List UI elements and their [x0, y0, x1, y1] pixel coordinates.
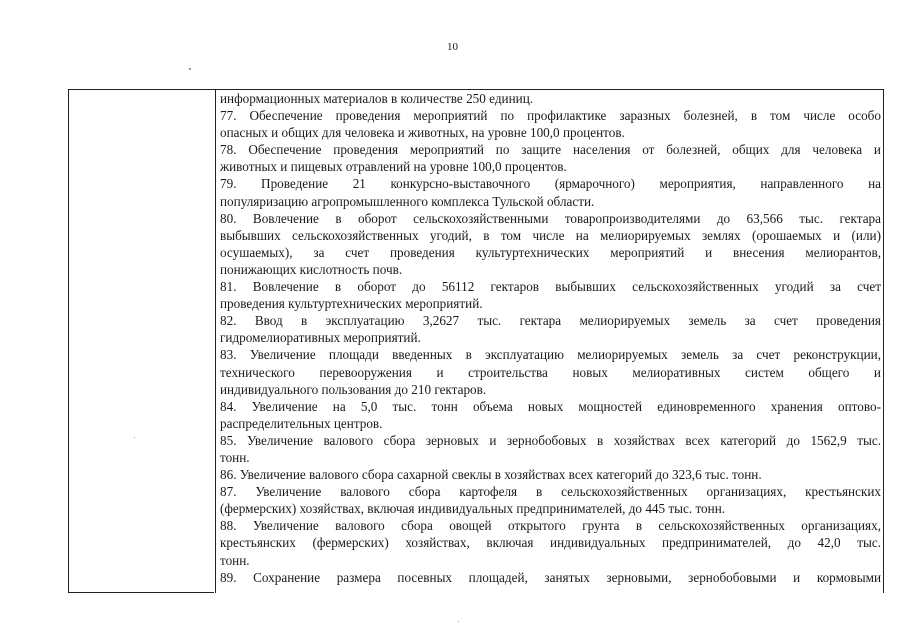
text-line: 78. Обеспечение проведения мероприятий по защите населения от болезней, общих для человека и [220, 142, 881, 158]
text-line: 84. Увеличение на 5,0 тыс. тонн объема новых мощностей единовременного хранения оптово- [220, 398, 881, 414]
table-right-column [220, 90, 881, 586]
text-line: 85. Увеличение валового сбора зерновых и зернобобовых в хозяйствах всех категорий до 1562,9 тыс. [220, 432, 881, 448]
text-line: гидромелиоративных мероприятий. [220, 330, 421, 346]
scan-speck [134, 437, 135, 438]
table-bottom-rule [68, 592, 214, 593]
scan-speck [189, 68, 191, 70]
text-line: животных и пищевых отравлений на уровне 100,0 процентов. [220, 159, 567, 175]
text-line: тонн. [220, 449, 250, 465]
text-line: проведения культуртехнических мероприятий. [220, 296, 483, 312]
table-left-column [69, 90, 216, 593]
text-line: опасных и общих для человека и животных, на уровне 100,0 процентов. [220, 125, 625, 141]
text-line: технического перевооружения и строительства новых мелиоративных систем общего и [220, 364, 881, 380]
text-line: распределительных центров. [220, 415, 383, 431]
text-line: 79. Проведение 21 конкурсно-выставочного (ярмарочного) мероприятия, направленного на [220, 176, 881, 192]
page-number: 10 [447, 41, 458, 53]
document-table [68, 89, 884, 593]
text-line: 82. Ввод в эксплуатацию 3,2627 тыс. гектара мелиорируемых земель за счет проведения [220, 313, 881, 329]
text-line: понижающих кислотность почв. [220, 261, 403, 277]
text-line: крестьянских (фермерских) хозяйствах, включая индивидуальных предпринимателей, до 42,0 тыс. [220, 535, 881, 551]
text-line: 86. Увеличение валового сбора сахарной свеклы в хозяйствах всех категорий до 323,6 тыс. тонн. [220, 467, 762, 483]
text-line: индивидуального пользования до 210 гектаров. [220, 381, 487, 397]
text-line: 87. Увеличение валового сбора картофеля в сельскохозяйственных организациях, крестьянских [220, 484, 881, 500]
text-line: тонн. [220, 552, 250, 568]
text-line: популяризацию агропромышленного комплекса Тульской области. [220, 193, 595, 209]
scan-speck [458, 621, 459, 622]
text-line: осушаемых), за счет проведения культуртехнических мероприятий и внесения мелиорантов, [220, 244, 881, 260]
text-line: информационных материалов в количестве 250 единиц. [220, 91, 534, 106]
text-line: 77. Обеспечение проведения мероприятий по профилактике заразных болезней, в том числе особо [220, 108, 881, 124]
text-line: 83. Увеличение площади введенных в эксплуатацию мелиорируемых земель за счет реконструкции, [220, 347, 881, 363]
text-line: 89. Сохранение размера посевных площадей, занятых зерновыми, зернобобовыми и кормовыми [220, 569, 881, 585]
text-line: 80. Вовлечение в оборот сельскохозяйственными товаропроизводителями до 63,566 тыс. гектара [220, 210, 881, 226]
text-line: (фермерских) хозяйствах, включая индивидуальных предпринимателей, до 445 тыс. тонн. [220, 501, 726, 517]
text-line: выбывших сельскохозяйственных угодий, в том числе на мелиорируемых землях (орошаемых и (или) [220, 227, 881, 243]
text-line: 88. Увеличение валового сбора овощей открытого грунта в сельскохозяйственных организациях, [220, 518, 881, 534]
text-line: 81. Вовлечение в оборот до 56112 гектаров выбывших сельскохозяйственных угодий за счет [220, 279, 881, 295]
